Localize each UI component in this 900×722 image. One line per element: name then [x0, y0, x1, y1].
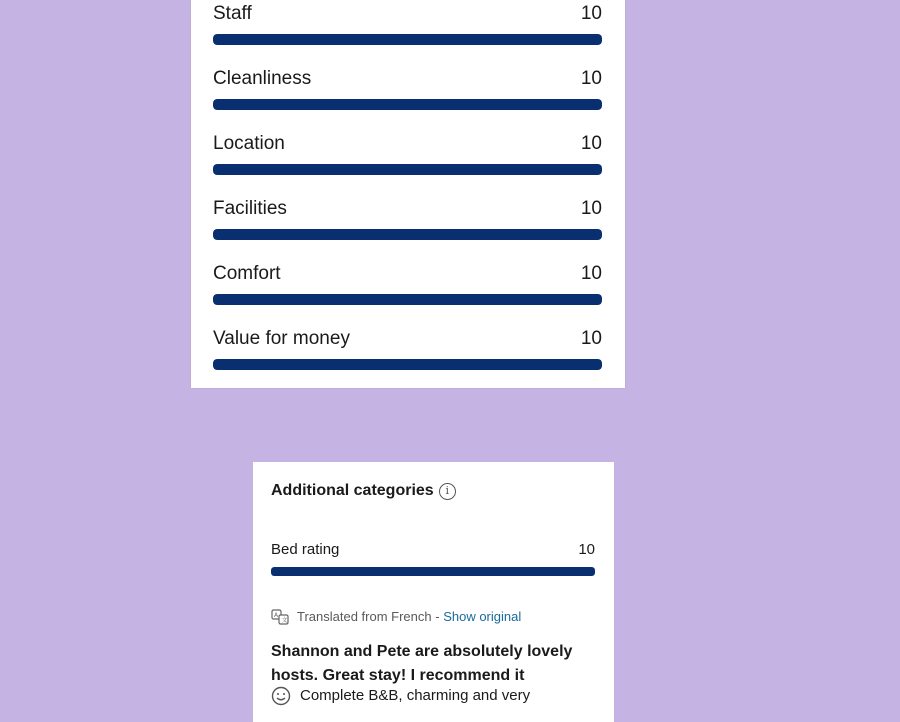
- translation-notice: [271, 607, 521, 627]
- translated-from-text: Translated from French -: [297, 609, 444, 624]
- rating-bar-fill: [213, 99, 602, 110]
- rating-label: Cleanliness: [213, 68, 312, 89]
- rating-bar-fill: [213, 359, 602, 370]
- rating-row-bed: [271, 540, 595, 576]
- smile-icon: [271, 686, 291, 706]
- translate-icon: [271, 608, 289, 626]
- rating-label: Value for money: [213, 328, 350, 349]
- svg-text:A: A: [274, 612, 279, 619]
- rating-row-value-for-money: [213, 327, 602, 370]
- rating-bar-fill: [213, 164, 602, 175]
- rating-row-cleanliness: [213, 67, 602, 110]
- rating-label: Comfort: [213, 263, 281, 284]
- bed-rating-bar: [271, 567, 595, 576]
- svg-text:文: 文: [281, 617, 288, 624]
- rating-bar: [213, 99, 602, 110]
- rating-bar: [213, 359, 602, 370]
- rating-bar-fill: [213, 34, 602, 45]
- rating-label: Staff: [213, 3, 252, 24]
- additional-categories-header: [271, 480, 456, 502]
- review-title: Shannon and Pete are absolutely lovely hosts. Great stay! I recommend it: [271, 643, 573, 684]
- rating-score: 10: [580, 198, 602, 219]
- bed-rating-bar-fill: [271, 567, 595, 576]
- review-body-preview: Complete B&B, charming and very: [300, 687, 531, 704]
- show-original-link[interactable]: Show original: [443, 609, 522, 624]
- review-positive: [271, 686, 530, 706]
- info-icon[interactable]: i: [439, 483, 456, 500]
- rating-score: 10: [580, 328, 602, 349]
- rating-score: 10: [580, 68, 602, 89]
- rating-row-location: [213, 132, 602, 175]
- additional-categories-title: Additional categories: [271, 482, 434, 499]
- rating-label: Facilities: [213, 198, 287, 219]
- rating-bar: [213, 164, 602, 175]
- rating-bar-fill: [213, 229, 602, 240]
- bed-rating-label: Bed rating: [271, 541, 340, 558]
- bed-rating-score: 10: [578, 541, 595, 558]
- rating-row-comfort: [213, 262, 602, 305]
- rating-bar: [213, 229, 602, 240]
- ratings-card: [191, 0, 625, 388]
- rating-score: 10: [580, 133, 602, 154]
- rating-row-staff: [213, 2, 602, 45]
- rating-score: 10: [580, 3, 602, 24]
- rating-bar-fill: [213, 294, 602, 305]
- rating-row-facilities: [213, 197, 602, 240]
- rating-bar: [213, 34, 602, 45]
- rating-bar: [213, 294, 602, 305]
- rating-label: Location: [213, 133, 285, 154]
- rating-score: 10: [580, 263, 602, 284]
